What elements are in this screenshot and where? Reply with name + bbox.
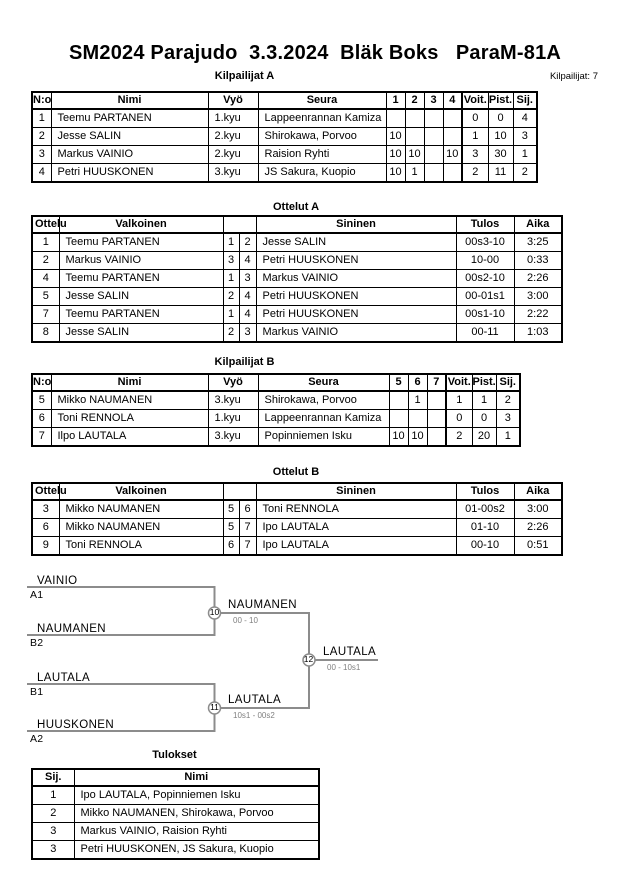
table-row	[32, 164, 537, 183]
column-header: Aika	[514, 483, 562, 500]
bracket-line	[27, 684, 215, 702]
bracket-entry-seed: B2	[30, 637, 44, 649]
bracket-entry-name: NAUMANEN	[37, 623, 107, 635]
ottelut-b-body	[32, 500, 562, 555]
table-cell: Raision Ryhti	[258, 146, 386, 164]
table-cell: Ipo LAUTALA	[256, 519, 456, 537]
table-cell: 5	[223, 519, 239, 537]
table-row	[32, 324, 562, 343]
table-row	[32, 410, 520, 428]
table-cell: 10-00	[456, 252, 514, 270]
column-header: Sininen	[256, 483, 456, 500]
table-cell: 5	[32, 288, 59, 306]
column-header: 3	[424, 92, 443, 109]
table-cell: 10	[443, 146, 462, 164]
column-header: Nimi	[74, 769, 319, 786]
table-cell: Teemu PARTANEN	[59, 270, 223, 288]
kilpailijat-a-table	[31, 91, 538, 183]
table-cell: 6	[32, 410, 51, 428]
table-cell	[443, 164, 462, 183]
table-row	[32, 146, 537, 164]
table-cell: Petri HUUSKONEN	[256, 306, 456, 324]
table-cell	[443, 109, 462, 128]
table-cell: 10	[389, 428, 408, 447]
bracket-winner-name: LAUTALA	[323, 646, 377, 658]
table-cell	[386, 109, 405, 128]
table-cell: 9	[32, 537, 59, 556]
table-cell: 00-01s1	[456, 288, 514, 306]
column-header: Nimi	[51, 374, 208, 391]
table-cell: 0	[462, 109, 488, 128]
column-header: 1	[386, 92, 405, 109]
table-cell: Ipo LAUTALA	[256, 537, 456, 556]
bracket-entry-seed: B1	[30, 686, 44, 698]
table-cell: 3	[223, 252, 239, 270]
match-number: 10	[209, 607, 220, 617]
table-cell	[424, 164, 443, 183]
table-row	[32, 288, 562, 306]
table-row	[32, 270, 562, 288]
table-cell: Mikko NAUMANEN	[59, 500, 223, 519]
table-cell: 1	[462, 128, 488, 146]
table-row	[32, 519, 562, 537]
section-title-kilpailijat-a: Kilpailijat A	[214, 70, 275, 82]
table-cell: 1	[405, 164, 424, 183]
kilpailijat-b-body	[32, 391, 520, 446]
column-header: N:o	[32, 92, 51, 109]
match-numbers-header-spacer	[223, 216, 256, 233]
table-cell: Petri HUUSKONEN	[256, 252, 456, 270]
table-cell: Mikko NAUMANEN, Shirokawa, Porvoo	[74, 805, 319, 823]
table-cell: Toni RENNOLA	[59, 537, 223, 556]
table-cell: 4	[32, 270, 59, 288]
bracket-match-score: 00 - 10	[233, 616, 258, 625]
column-header: Seura	[258, 92, 386, 109]
table-cell	[405, 109, 424, 128]
column-header: Vyö	[208, 374, 258, 391]
table-cell: 4	[239, 252, 256, 270]
table-cell: 00-10	[456, 537, 514, 556]
table-cell: 4	[32, 164, 51, 183]
bracket-entry-name: HUUSKONEN	[37, 719, 115, 731]
bracket-entry-seed: A1	[30, 589, 44, 601]
table-cell: 3	[32, 500, 59, 519]
table-cell: 10	[386, 146, 405, 164]
table-cell: Teemu PARTANEN	[59, 306, 223, 324]
table-cell: Lappeenrannan Kamiza	[258, 109, 386, 128]
table-header-row	[32, 483, 562, 500]
column-header: Aika	[514, 216, 562, 233]
table-cell: 1	[513, 146, 537, 164]
column-header: 4	[443, 92, 462, 109]
table-cell: 1	[446, 391, 472, 410]
column-header: Sij.	[32, 769, 74, 786]
table-row	[32, 128, 537, 146]
ottelut-a-body	[32, 233, 562, 342]
bracket-winner-name: NAUMANEN	[228, 599, 298, 611]
column-header: Sij.	[496, 374, 520, 391]
column-header: N:o	[32, 374, 51, 391]
table-cell: 1	[496, 428, 520, 447]
table-cell: 01-10	[456, 519, 514, 537]
table-cell: Markus VAINIO, Raision Ryhti	[74, 823, 319, 841]
table-cell: 2	[239, 233, 256, 252]
bracket-match-score: 00 - 10s1	[327, 663, 361, 672]
table-cell: 3	[32, 146, 51, 164]
table-cell: Mikko NAUMANEN	[59, 519, 223, 537]
table-cell: 2	[223, 288, 239, 306]
column-header: Pist.	[488, 92, 513, 109]
table-cell: 1.kyu	[208, 109, 258, 128]
section-title-kilpailijat-b: Kilpailijat B	[214, 356, 275, 368]
table-header-row	[32, 216, 562, 233]
bracket-entry-name: VAINIO	[37, 575, 78, 587]
table-cell: Shirokawa, Porvoo	[258, 128, 386, 146]
column-header: Vyö	[208, 92, 258, 109]
table-cell	[408, 410, 427, 428]
table-cell: 2.kyu	[208, 146, 258, 164]
table-cell: 7	[32, 306, 59, 324]
table-row	[32, 306, 562, 324]
table-cell: 2	[446, 428, 472, 447]
bracket-entry-name: LAUTALA	[37, 672, 91, 684]
table-cell: Ipo LAUTALA, Popinniemen Isku	[74, 786, 319, 805]
table-cell: 3:25	[514, 233, 562, 252]
section-title-ottelut-a: Ottelut A	[272, 201, 320, 213]
table-cell: Mikko NAUMANEN	[51, 391, 208, 410]
table-cell	[405, 128, 424, 146]
table-cell: 6	[32, 519, 59, 537]
table-cell: 2	[32, 805, 74, 823]
table-row	[32, 841, 319, 860]
table-cell: 3	[513, 128, 537, 146]
bracket-winner-name: LAUTALA	[228, 694, 282, 706]
match-number: 11	[210, 702, 219, 712]
table-cell: 2	[496, 391, 520, 410]
table-cell: 3.kyu	[208, 164, 258, 183]
table-cell: 10	[488, 128, 513, 146]
match-number: 12	[303, 654, 314, 664]
table-cell: Shirokawa, Porvoo	[258, 391, 389, 410]
table-cell: 6	[239, 500, 256, 519]
table-cell: 0	[446, 410, 472, 428]
bracket-match-score: 10s1 - 00s2	[233, 711, 275, 720]
table-cell: 1	[32, 109, 51, 128]
table-cell: 1	[223, 270, 239, 288]
table-row	[32, 786, 319, 805]
table-cell: 1.kyu	[208, 410, 258, 428]
table-cell: 00s3-10	[456, 233, 514, 252]
column-header: 2	[405, 92, 424, 109]
table-cell	[424, 109, 443, 128]
section-title-tulokset: Tulokset	[152, 749, 197, 761]
table-cell: 5	[223, 500, 239, 519]
table-cell: 1	[32, 233, 59, 252]
table-cell: 20	[472, 428, 496, 447]
table-cell: 3	[239, 270, 256, 288]
table-cell: Popinniemen Isku	[258, 428, 389, 447]
table-row	[32, 109, 537, 128]
table-cell	[389, 391, 408, 410]
column-header: Valkoinen	[59, 216, 223, 233]
tulokset-body	[32, 786, 319, 859]
table-cell: 2	[462, 164, 488, 183]
table-cell: 00s1-10	[456, 306, 514, 324]
table-row	[32, 805, 319, 823]
table-cell: 3.kyu	[208, 428, 258, 447]
table-cell: 2.kyu	[208, 128, 258, 146]
table-cell: 8	[32, 324, 59, 343]
table-cell: 3	[32, 841, 74, 860]
table-cell: 2	[223, 324, 239, 343]
column-header: Voit.	[462, 92, 488, 109]
table-cell: 7	[239, 537, 256, 556]
table-cell: 4	[239, 306, 256, 324]
table-cell: 5	[32, 391, 51, 410]
table-cell: 00s2-10	[456, 270, 514, 288]
column-header: Sij.	[513, 92, 537, 109]
table-cell: 7	[32, 428, 51, 447]
column-header: Tulos	[456, 216, 514, 233]
table-cell	[427, 391, 446, 410]
table-cell: 1	[472, 391, 496, 410]
table-cell: 4	[239, 288, 256, 306]
table-row	[32, 500, 562, 519]
table-cell: 3.kyu	[208, 391, 258, 410]
competitors-count: Kilpailijat: 7	[549, 71, 598, 82]
table-cell: Jesse SALIN	[51, 128, 208, 146]
column-header: 6	[408, 374, 427, 391]
table-cell	[427, 428, 446, 447]
table-cell: 10	[408, 428, 427, 447]
table-row	[32, 252, 562, 270]
table-cell: 0:33	[514, 252, 562, 270]
table-cell: 6	[223, 537, 239, 556]
table-cell: 3	[239, 324, 256, 343]
table-cell: Markus VAINIO	[256, 270, 456, 288]
kilpailijat-a-body	[32, 109, 537, 182]
column-header: Tulos	[456, 483, 514, 500]
table-cell: Markus VAINIO	[256, 324, 456, 343]
table-cell: Petri HUUSKONEN	[256, 288, 456, 306]
table-cell: 1	[223, 233, 239, 252]
column-header: Voit.	[446, 374, 472, 391]
table-header-row	[32, 374, 520, 391]
table-cell	[389, 410, 408, 428]
table-cell: 3	[496, 410, 520, 428]
table-cell: 00-11	[456, 324, 514, 343]
table-cell: 0:51	[514, 537, 562, 556]
column-header: Nimi	[51, 92, 208, 109]
bracket-entry-seed: A2	[30, 733, 44, 745]
table-cell	[424, 146, 443, 164]
table-cell: 4	[513, 109, 537, 128]
table-row	[32, 233, 562, 252]
table-cell: 2:26	[514, 519, 562, 537]
table-cell: Markus VAINIO	[51, 146, 208, 164]
table-cell: 3	[462, 146, 488, 164]
table-row	[32, 823, 319, 841]
section-title-ottelut-b: Ottelut B	[272, 466, 320, 478]
table-cell: 2:22	[514, 306, 562, 324]
table-cell: Petri HUUSKONEN, JS Sakura, Kuopio	[74, 841, 319, 860]
bracket-line	[27, 587, 215, 607]
table-cell: Toni RENNOLA	[256, 500, 456, 519]
column-header: Sininen	[256, 216, 456, 233]
table-cell: Jesse SALIN	[59, 288, 223, 306]
table-cell: 01-00s2	[456, 500, 514, 519]
table-cell: JS Sakura, Kuopio	[258, 164, 386, 183]
table-cell: Teemu PARTANEN	[59, 233, 223, 252]
table-cell	[443, 128, 462, 146]
table-cell: 3	[32, 823, 74, 841]
table-cell: Toni RENNOLA	[51, 410, 208, 428]
table-cell: 10	[405, 146, 424, 164]
table-cell: 30	[488, 146, 513, 164]
table-cell: Jesse SALIN	[256, 233, 456, 252]
table-cell: 2	[32, 128, 51, 146]
ottelut-b-table	[31, 482, 563, 556]
table-cell: 0	[472, 410, 496, 428]
column-header: Ottelu	[32, 216, 59, 233]
table-cell: 2	[32, 252, 59, 270]
table-cell	[427, 410, 446, 428]
column-header: Valkoinen	[59, 483, 223, 500]
table-cell: 7	[239, 519, 256, 537]
column-header: Pist.	[472, 374, 496, 391]
table-cell: 0	[488, 109, 513, 128]
table-cell: 3:00	[514, 500, 562, 519]
match-numbers-header-spacer	[223, 483, 256, 500]
column-header: Seura	[258, 374, 389, 391]
table-row	[32, 428, 520, 447]
page-title: SM2024 Parajudo 3.3.2024 Bläk Boks ParaM-81A	[68, 42, 562, 64]
table-cell: 1	[32, 786, 74, 805]
table-header-row	[32, 92, 537, 109]
table-cell: 10	[386, 128, 405, 146]
ottelut-a-table	[31, 215, 563, 343]
table-cell: Jesse SALIN	[59, 324, 223, 343]
table-cell: 2	[513, 164, 537, 183]
table-header-row	[32, 769, 319, 786]
table-cell: 3:00	[514, 288, 562, 306]
kilpailijat-b-table	[31, 373, 521, 447]
column-header: 7	[427, 374, 446, 391]
table-cell: 1	[408, 391, 427, 410]
tulokset-table	[31, 768, 320, 860]
table-row	[32, 537, 562, 556]
table-cell: 10	[386, 164, 405, 183]
table-cell: 11	[488, 164, 513, 183]
table-cell	[424, 128, 443, 146]
table-cell: 2:26	[514, 270, 562, 288]
table-cell: Petri HUUSKONEN	[51, 164, 208, 183]
column-header: 5	[389, 374, 408, 391]
table-row	[32, 391, 520, 410]
column-header: Ottelu	[32, 483, 59, 500]
table-cell: Markus VAINIO	[59, 252, 223, 270]
table-cell: Ilpo LAUTALA	[51, 428, 208, 447]
table-cell: 1	[223, 306, 239, 324]
table-cell: Teemu PARTANEN	[51, 109, 208, 128]
table-cell: 1:03	[514, 324, 562, 343]
table-cell: Lappeenrannan Kamiza	[258, 410, 389, 428]
